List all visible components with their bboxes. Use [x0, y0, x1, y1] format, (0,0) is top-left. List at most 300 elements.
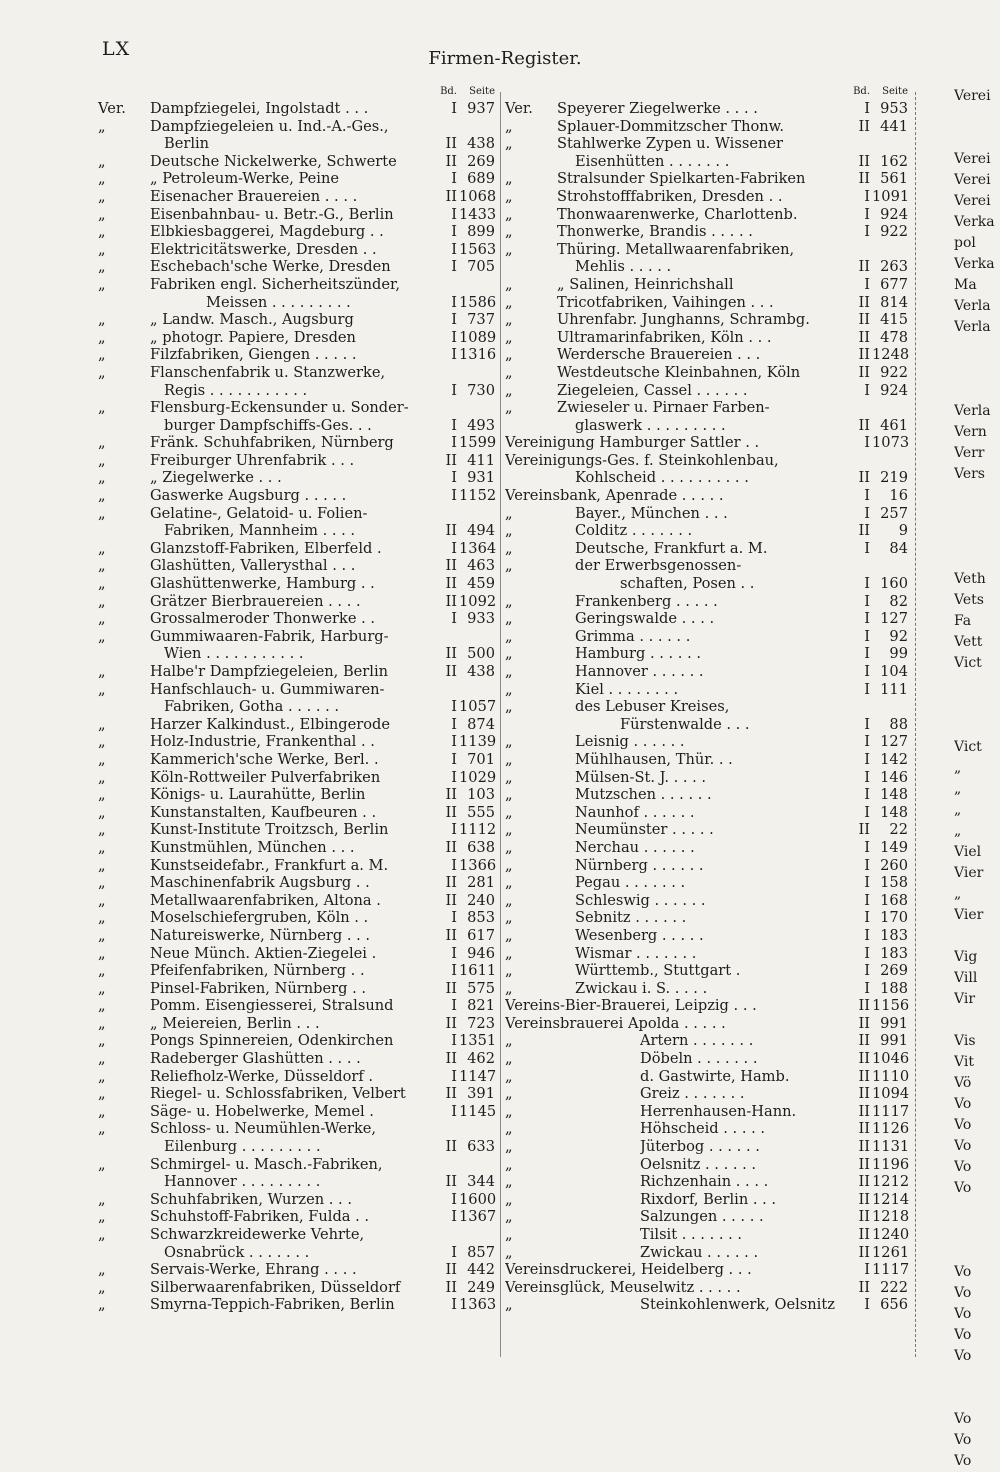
- volume: I: [451, 821, 457, 839]
- volume: II: [858, 346, 870, 364]
- register-entry: [505, 645, 908, 663]
- page-ref: 924: [880, 381, 908, 399]
- register-entry: [505, 962, 908, 980]
- register-entry: [505, 522, 908, 540]
- ditto-prefix: „: [505, 1032, 513, 1050]
- ditto-prefix: „: [505, 1050, 513, 1068]
- ditto-prefix: „: [98, 610, 106, 628]
- ditto-prefix: „: [98, 592, 106, 610]
- register-entry: [98, 1208, 495, 1226]
- firm-name: Zwickau i. S. . . . .: [575, 979, 708, 997]
- ditto-prefix: „: [505, 680, 513, 698]
- cropped-entry: [954, 527, 1000, 548]
- register-entry: [98, 382, 495, 400]
- volume: II: [445, 1138, 457, 1156]
- volume: II: [445, 575, 457, 593]
- page-ref: 937: [467, 100, 495, 117]
- firm-name: Kiel . . . . . . . .: [575, 680, 679, 698]
- cropped-entry: Fa: [954, 613, 972, 629]
- firm-name: Pegau . . . . . . .: [575, 874, 686, 892]
- firm-name: Vereinigung Hamburger Sattler . .: [505, 434, 760, 452]
- register-entry: [98, 153, 495, 171]
- ditto-prefix: „: [98, 1120, 106, 1138]
- page-ref: 1112: [459, 821, 497, 839]
- firm-name: Köln-Rottweiler Pulverfabriken: [150, 768, 381, 786]
- volume: I: [864, 715, 870, 733]
- cropped-entry: [954, 695, 1000, 716]
- register-entry: [98, 206, 495, 224]
- ditto-prefix: „: [98, 1050, 106, 1068]
- register-entry: [505, 311, 908, 329]
- volume: II: [445, 1014, 457, 1032]
- volume: I: [864, 539, 870, 557]
- ditto-prefix: „: [98, 258, 106, 276]
- ditto-prefix: „: [505, 768, 513, 786]
- firm-name: „ Petroleum-Werke, Peine: [150, 170, 339, 188]
- register-entry: [505, 1261, 908, 1279]
- volume: I: [864, 100, 870, 117]
- volume: II: [858, 1190, 870, 1208]
- volume: I: [864, 205, 870, 223]
- volume: II: [858, 469, 870, 487]
- cropped-entry: Ma: [954, 277, 977, 293]
- cropped-entry: „: [954, 802, 962, 818]
- page-ref: 1094: [872, 1085, 910, 1103]
- volume: I: [864, 926, 870, 944]
- page-ref: 1214: [872, 1190, 910, 1208]
- register-entry: [505, 1015, 908, 1033]
- ditto-prefix: „: [98, 539, 106, 557]
- firm-name: glaswerk . . . . . . . . .: [575, 416, 726, 434]
- page-ref: 438: [467, 663, 495, 680]
- register-entry: [98, 1103, 495, 1121]
- register-entry: [505, 1296, 908, 1314]
- ditto-prefix: „: [505, 750, 513, 768]
- register-entry: [505, 1173, 908, 1191]
- cropped-entry: [954, 1241, 1000, 1262]
- ditto-prefix: „: [505, 1296, 513, 1314]
- firm-name: Richzenhain . . . .: [640, 1173, 769, 1191]
- register-entry: [98, 557, 495, 575]
- page-ref: 1363: [459, 1296, 497, 1314]
- volume: II: [445, 557, 457, 575]
- ditto-prefix: „: [98, 786, 106, 804]
- cropped-entry: Verla: [954, 298, 991, 314]
- page-ref: 633: [467, 1138, 495, 1156]
- page-ref: 1196: [872, 1155, 910, 1173]
- page-ref: 1433: [459, 205, 497, 223]
- firm-name: Metallwaarenfabriken, Altona .: [150, 891, 381, 909]
- cropped-entry: Vit: [954, 1054, 974, 1070]
- firm-name: Salzungen . . . . .: [640, 1208, 764, 1226]
- firm-name: Eschebach'sche Werke, Dresden: [150, 258, 391, 276]
- ditto-prefix: „: [505, 328, 513, 346]
- firm-name: Wesenberg . . . . .: [575, 926, 704, 944]
- volume: I: [451, 381, 457, 399]
- firm-name: Filzfabriken, Giengen . . . . .: [150, 346, 357, 364]
- firm-name: Eisenbahnbau- u. Betr.-G., Berlin: [150, 205, 394, 223]
- ditto-prefix: „: [505, 504, 513, 522]
- page-ref: 148: [880, 786, 908, 804]
- page-ref: 441: [880, 117, 908, 135]
- ditto-prefix: „: [505, 979, 513, 997]
- firm-name: Döbeln . . . . . . .: [640, 1050, 758, 1068]
- page-ref: 853: [467, 909, 495, 927]
- register-entry: [505, 593, 908, 611]
- page-ref: 158: [880, 874, 908, 892]
- firm-name: Smyrna-Teppich-Fabriken, Berlin: [150, 1296, 395, 1314]
- register-entry: [505, 346, 908, 364]
- register-entry: [505, 769, 908, 787]
- firm-name: Kunstseidefabr., Frankfurt a. M.: [150, 856, 389, 874]
- ditto-prefix: „: [98, 223, 106, 241]
- ditto-prefix: „: [98, 715, 106, 733]
- register-entry: [505, 276, 908, 294]
- page-ref: 899: [467, 223, 495, 241]
- ditto-prefix: „: [505, 1067, 513, 1085]
- page-ref: 991: [880, 1032, 908, 1050]
- ditto-prefix: „: [505, 1243, 513, 1261]
- register-entry: [98, 1226, 495, 1244]
- cropped-entry: Vis: [954, 1033, 976, 1049]
- page-ref: 701: [467, 750, 495, 768]
- ditto-prefix: „: [98, 909, 106, 927]
- firm-name: Mutzschen . . . . . .: [575, 786, 712, 804]
- volume: II: [858, 1208, 870, 1226]
- register-entry: [98, 681, 495, 699]
- firm-name: Hannover . . . . . .: [575, 663, 704, 680]
- volume: I: [864, 434, 870, 452]
- cropped-entry: Vo: [954, 1432, 972, 1448]
- ditto-prefix: „: [98, 874, 106, 892]
- register-entry: [98, 645, 495, 663]
- volume: II: [858, 997, 870, 1015]
- register-entry: [98, 100, 495, 118]
- firm-name: schaften, Posen . .: [620, 575, 755, 593]
- register-entry: [505, 1156, 908, 1174]
- register-entry: [505, 1032, 908, 1050]
- firm-name: Meissen . . . . . . . . .: [206, 293, 351, 311]
- ditto-prefix: „: [98, 1067, 106, 1085]
- firm-name: Vereinsbank, Apenrade . . . . .: [505, 487, 724, 505]
- volume: I: [864, 610, 870, 628]
- page-ref: 500: [467, 645, 495, 663]
- register-entry: [505, 452, 908, 470]
- volume: I: [864, 874, 870, 892]
- page-ref: 933: [467, 610, 495, 628]
- register-entry: [98, 874, 495, 892]
- firm-name: „ Meiereien, Berlin . . .: [150, 1014, 320, 1032]
- volume: I: [451, 311, 457, 329]
- cropped-entry: Vo: [954, 1348, 972, 1364]
- firm-name: Kohlscheid . . . . . . . . . .: [575, 469, 749, 487]
- volume: II: [858, 363, 870, 381]
- ditto-prefix: „: [98, 733, 106, 751]
- page-ref: 1147: [459, 1067, 497, 1085]
- volume: II: [445, 451, 457, 469]
- firm-name: Gaswerke Augsburg . . . . .: [150, 487, 347, 505]
- ditto-prefix: „: [98, 1208, 106, 1226]
- register-entry: [98, 1068, 495, 1086]
- volume: I: [864, 645, 870, 663]
- page-ref: 260: [880, 856, 908, 874]
- firm-name: Moselschiefergruben, Köln . .: [150, 909, 369, 927]
- volume: I: [451, 750, 457, 768]
- ditto-prefix: „: [98, 504, 106, 522]
- page-ref: 281: [467, 874, 495, 892]
- ditto-prefix: „: [98, 750, 106, 768]
- register-entry: [505, 628, 908, 646]
- page-ref: 1156: [872, 997, 910, 1015]
- register-entry: [505, 1191, 908, 1209]
- register-entry: [98, 751, 495, 769]
- page-ref: 269: [467, 152, 495, 170]
- register-entry: [505, 821, 908, 839]
- firm-name: Vereins-Bier-Brauerei, Leipzig . . .: [505, 997, 757, 1015]
- firm-name: Glanzstoff-Fabriken, Elberfeld .: [150, 539, 382, 557]
- firm-name: Schwarzkreidewerke Vehrte,: [150, 1226, 365, 1243]
- cropped-entry: [954, 128, 1000, 149]
- firm-name: Pinsel-Fabriken, Nürnberg . .: [150, 979, 366, 997]
- volume: I: [451, 1102, 457, 1120]
- ditto-prefix: „: [505, 909, 513, 927]
- ditto-prefix: „: [98, 803, 106, 821]
- register-entry: [505, 980, 908, 998]
- page-ref: 737: [467, 311, 495, 329]
- ditto-prefix: „: [505, 1102, 513, 1120]
- ditto-prefix: „: [505, 363, 513, 381]
- page-ref: 84: [889, 539, 908, 557]
- firm-name: Zwieseler u. Pirnaer Farben-: [557, 399, 770, 417]
- volume: I: [864, 786, 870, 804]
- register-entry: [505, 945, 908, 963]
- ditto-prefix: „: [98, 240, 106, 258]
- register-entry: [98, 1191, 495, 1209]
- page-ref: 1599: [459, 434, 497, 452]
- page-ref: 705: [467, 258, 495, 276]
- register-column-right-cropped: [954, 86, 1000, 1472]
- firm-name: Thonwaarenwerke, Charlottenb.: [557, 205, 798, 223]
- cropped-entry: Vict: [954, 739, 982, 755]
- ditto-prefix: „: [98, 821, 106, 839]
- firm-name: burger Dampfschiffs-Ges. . .: [164, 416, 372, 434]
- cropped-entry: Vo: [954, 1411, 972, 1427]
- page-header: Seite: [469, 86, 495, 97]
- page-ref: 1117: [872, 1261, 910, 1279]
- page-ref: 493: [467, 416, 495, 434]
- volume: I: [451, 856, 457, 874]
- register-entry: [98, 364, 495, 382]
- volume: I: [864, 381, 870, 399]
- volume-header: Bd.: [853, 86, 870, 97]
- volume: I: [864, 275, 870, 293]
- ditto-prefix: „: [505, 1085, 513, 1103]
- cropped-entry: Vo: [954, 1285, 972, 1301]
- firm-name: Grossalmeroder Thonwerke . .: [150, 610, 376, 628]
- page-ref: 814: [880, 293, 908, 311]
- cropped-entry: Vo: [954, 1159, 972, 1175]
- register-entry: [98, 716, 495, 734]
- register-entry: [98, 294, 495, 312]
- cropped-entry: Verla: [954, 403, 991, 419]
- ditto-prefix: „: [505, 1173, 513, 1191]
- cropped-entry: Vig: [954, 949, 978, 965]
- register-entry: [98, 927, 495, 945]
- page-ref: 1212: [872, 1173, 910, 1191]
- firm-name: Osnabrück . . . . . . .: [164, 1243, 310, 1261]
- register-entry: [98, 417, 495, 435]
- ditto-prefix: „: [505, 1120, 513, 1138]
- cropped-entry: [954, 674, 1000, 695]
- page-ref: 222: [880, 1278, 908, 1296]
- volume: I: [864, 575, 870, 593]
- ditto-prefix: „: [505, 926, 513, 944]
- register-entry: [98, 1085, 495, 1103]
- firm-name: Halbe'r Dampfziegeleien, Berlin: [150, 663, 389, 680]
- entries: [505, 100, 908, 1314]
- register-entry: [505, 681, 908, 699]
- page-ref: 1091: [872, 187, 910, 205]
- ditto-prefix: „: [98, 1014, 106, 1032]
- volume: II: [858, 293, 870, 311]
- register-entry: [98, 469, 495, 487]
- firm-name: Schuhstoff-Fabriken, Fulda . .: [150, 1208, 370, 1226]
- firm-name: Tilsit . . . . . . .: [640, 1226, 743, 1243]
- page-ref: 561: [880, 170, 908, 188]
- firm-name: Flensburg-Eckensunder u. Sonder-: [150, 399, 409, 417]
- register-entry: [98, 857, 495, 875]
- cropped-entry: Vier: [954, 907, 984, 923]
- firm-name: Grätzer Bierbrauereien . . . .: [150, 592, 361, 610]
- cropped-entry: Verr: [954, 445, 985, 461]
- page-ref: 438: [467, 135, 495, 153]
- volume: II: [858, 1138, 870, 1156]
- firm-name: Dampfziegelei, Ingolstadt . . .: [150, 100, 369, 117]
- page-ref: 263: [880, 258, 908, 276]
- ditto-prefix: „: [98, 997, 106, 1015]
- register-entry: [505, 610, 908, 628]
- volume: I: [451, 100, 457, 117]
- register-entry: [505, 1085, 908, 1103]
- firm-name: Rixdorf, Berlin . . .: [640, 1190, 777, 1208]
- page-ref: 269: [880, 962, 908, 980]
- column-header: [505, 86, 908, 100]
- firm-name: Ziegeleien, Cassel . . . . . .: [557, 381, 748, 399]
- page-ref: 1600: [459, 1190, 497, 1208]
- column-header: [98, 86, 495, 100]
- page-ref: 411: [467, 451, 495, 469]
- register-entry: [98, 135, 495, 153]
- page-ref: 723: [467, 1014, 495, 1032]
- volume: I: [864, 680, 870, 698]
- register-entry: [98, 452, 495, 470]
- ditto-prefix: „: [505, 346, 513, 364]
- volume: II: [445, 1050, 457, 1068]
- register-entry: [98, 962, 495, 980]
- ditto-prefix: „: [505, 592, 513, 610]
- cropped-entry: Vo: [954, 1138, 972, 1154]
- cropped-entry: Vo: [954, 1180, 972, 1196]
- firm-name: Gummiwaaren-Fabrik, Harburg-: [150, 627, 389, 645]
- volume: II: [858, 1155, 870, 1173]
- page-ref: 1152: [459, 487, 497, 505]
- page-ref: 1092: [459, 592, 497, 610]
- volume: I: [451, 170, 457, 188]
- firm-name: Schmirgel- u. Masch.-Fabriken,: [150, 1155, 383, 1173]
- register-entry: [505, 1120, 908, 1138]
- page-ref: 1351: [459, 1032, 497, 1050]
- ditto-prefix: „: [98, 663, 106, 680]
- register-column-left: [98, 86, 495, 1314]
- volume: I: [864, 733, 870, 751]
- firm-name: Mülsen-St. J. . . . .: [575, 768, 707, 786]
- page-ref: 188: [880, 979, 908, 997]
- volume: II: [858, 311, 870, 329]
- page-ref: 103: [467, 786, 495, 804]
- firm-name: Elektricitätswerke, Dresden . .: [150, 240, 377, 258]
- firm-name: Glashüttenwerke, Hamburg . .: [150, 575, 375, 593]
- firm-name: Eisenhütten . . . . . . .: [575, 152, 730, 170]
- cropped-entry: Verka: [954, 256, 995, 272]
- page-ref: 575: [467, 979, 495, 997]
- register-entry: [505, 399, 908, 417]
- volume: II: [445, 874, 457, 892]
- firm-name: Vereinigungs-Ges. f. Steinkohlenbau,: [505, 451, 779, 469]
- volume: II: [445, 786, 457, 804]
- register-entry: [98, 241, 495, 259]
- ditto-prefix: „: [505, 187, 513, 205]
- cropped-entry: „: [954, 886, 962, 902]
- firm-name: der Erwerbsgenossen-: [575, 557, 742, 575]
- ditto-prefix: „: [98, 1085, 106, 1103]
- page-ref: 183: [880, 944, 908, 962]
- register-entry: [98, 487, 495, 505]
- ditto-prefix: „: [505, 557, 513, 575]
- register-entry: [505, 364, 908, 382]
- firm-name: Thonwerke, Brandis . . . . .: [557, 223, 753, 241]
- firm-name: Jüterbog . . . . . .: [640, 1138, 760, 1156]
- ditto-prefix: „: [505, 1138, 513, 1156]
- register-entry: [505, 575, 908, 593]
- volume: II: [858, 1173, 870, 1191]
- volume: I: [451, 293, 457, 311]
- firm-name: Deutsche Nickelwerke, Schwerte: [150, 152, 397, 170]
- register-entry: [98, 1296, 495, 1314]
- register-entry: [505, 118, 908, 136]
- page-ref: 170: [880, 909, 908, 927]
- firm-name: „ Ziegelwerke . . .: [150, 469, 282, 487]
- register-entry: [505, 170, 908, 188]
- register-entry: [98, 769, 495, 787]
- volume: I: [451, 1190, 457, 1208]
- register-entry: [98, 1173, 495, 1191]
- volume: I: [864, 909, 870, 927]
- register-entry: [505, 294, 908, 312]
- register-entry: [98, 575, 495, 593]
- ditto-prefix: Ver.: [505, 100, 533, 117]
- volume: I: [451, 240, 457, 258]
- register-entry: [505, 1138, 908, 1156]
- firm-name: des Lebuser Kreises,: [575, 698, 730, 716]
- register-entry: [505, 909, 908, 927]
- firm-name: Frankenberg . . . . .: [575, 592, 718, 610]
- register-entry: [98, 276, 495, 294]
- volume: I: [451, 768, 457, 786]
- ditto-prefix: „: [98, 962, 106, 980]
- page-header: Seite: [882, 86, 908, 97]
- cropped-entry: Vier: [954, 865, 984, 881]
- ditto-prefix: „: [505, 399, 513, 417]
